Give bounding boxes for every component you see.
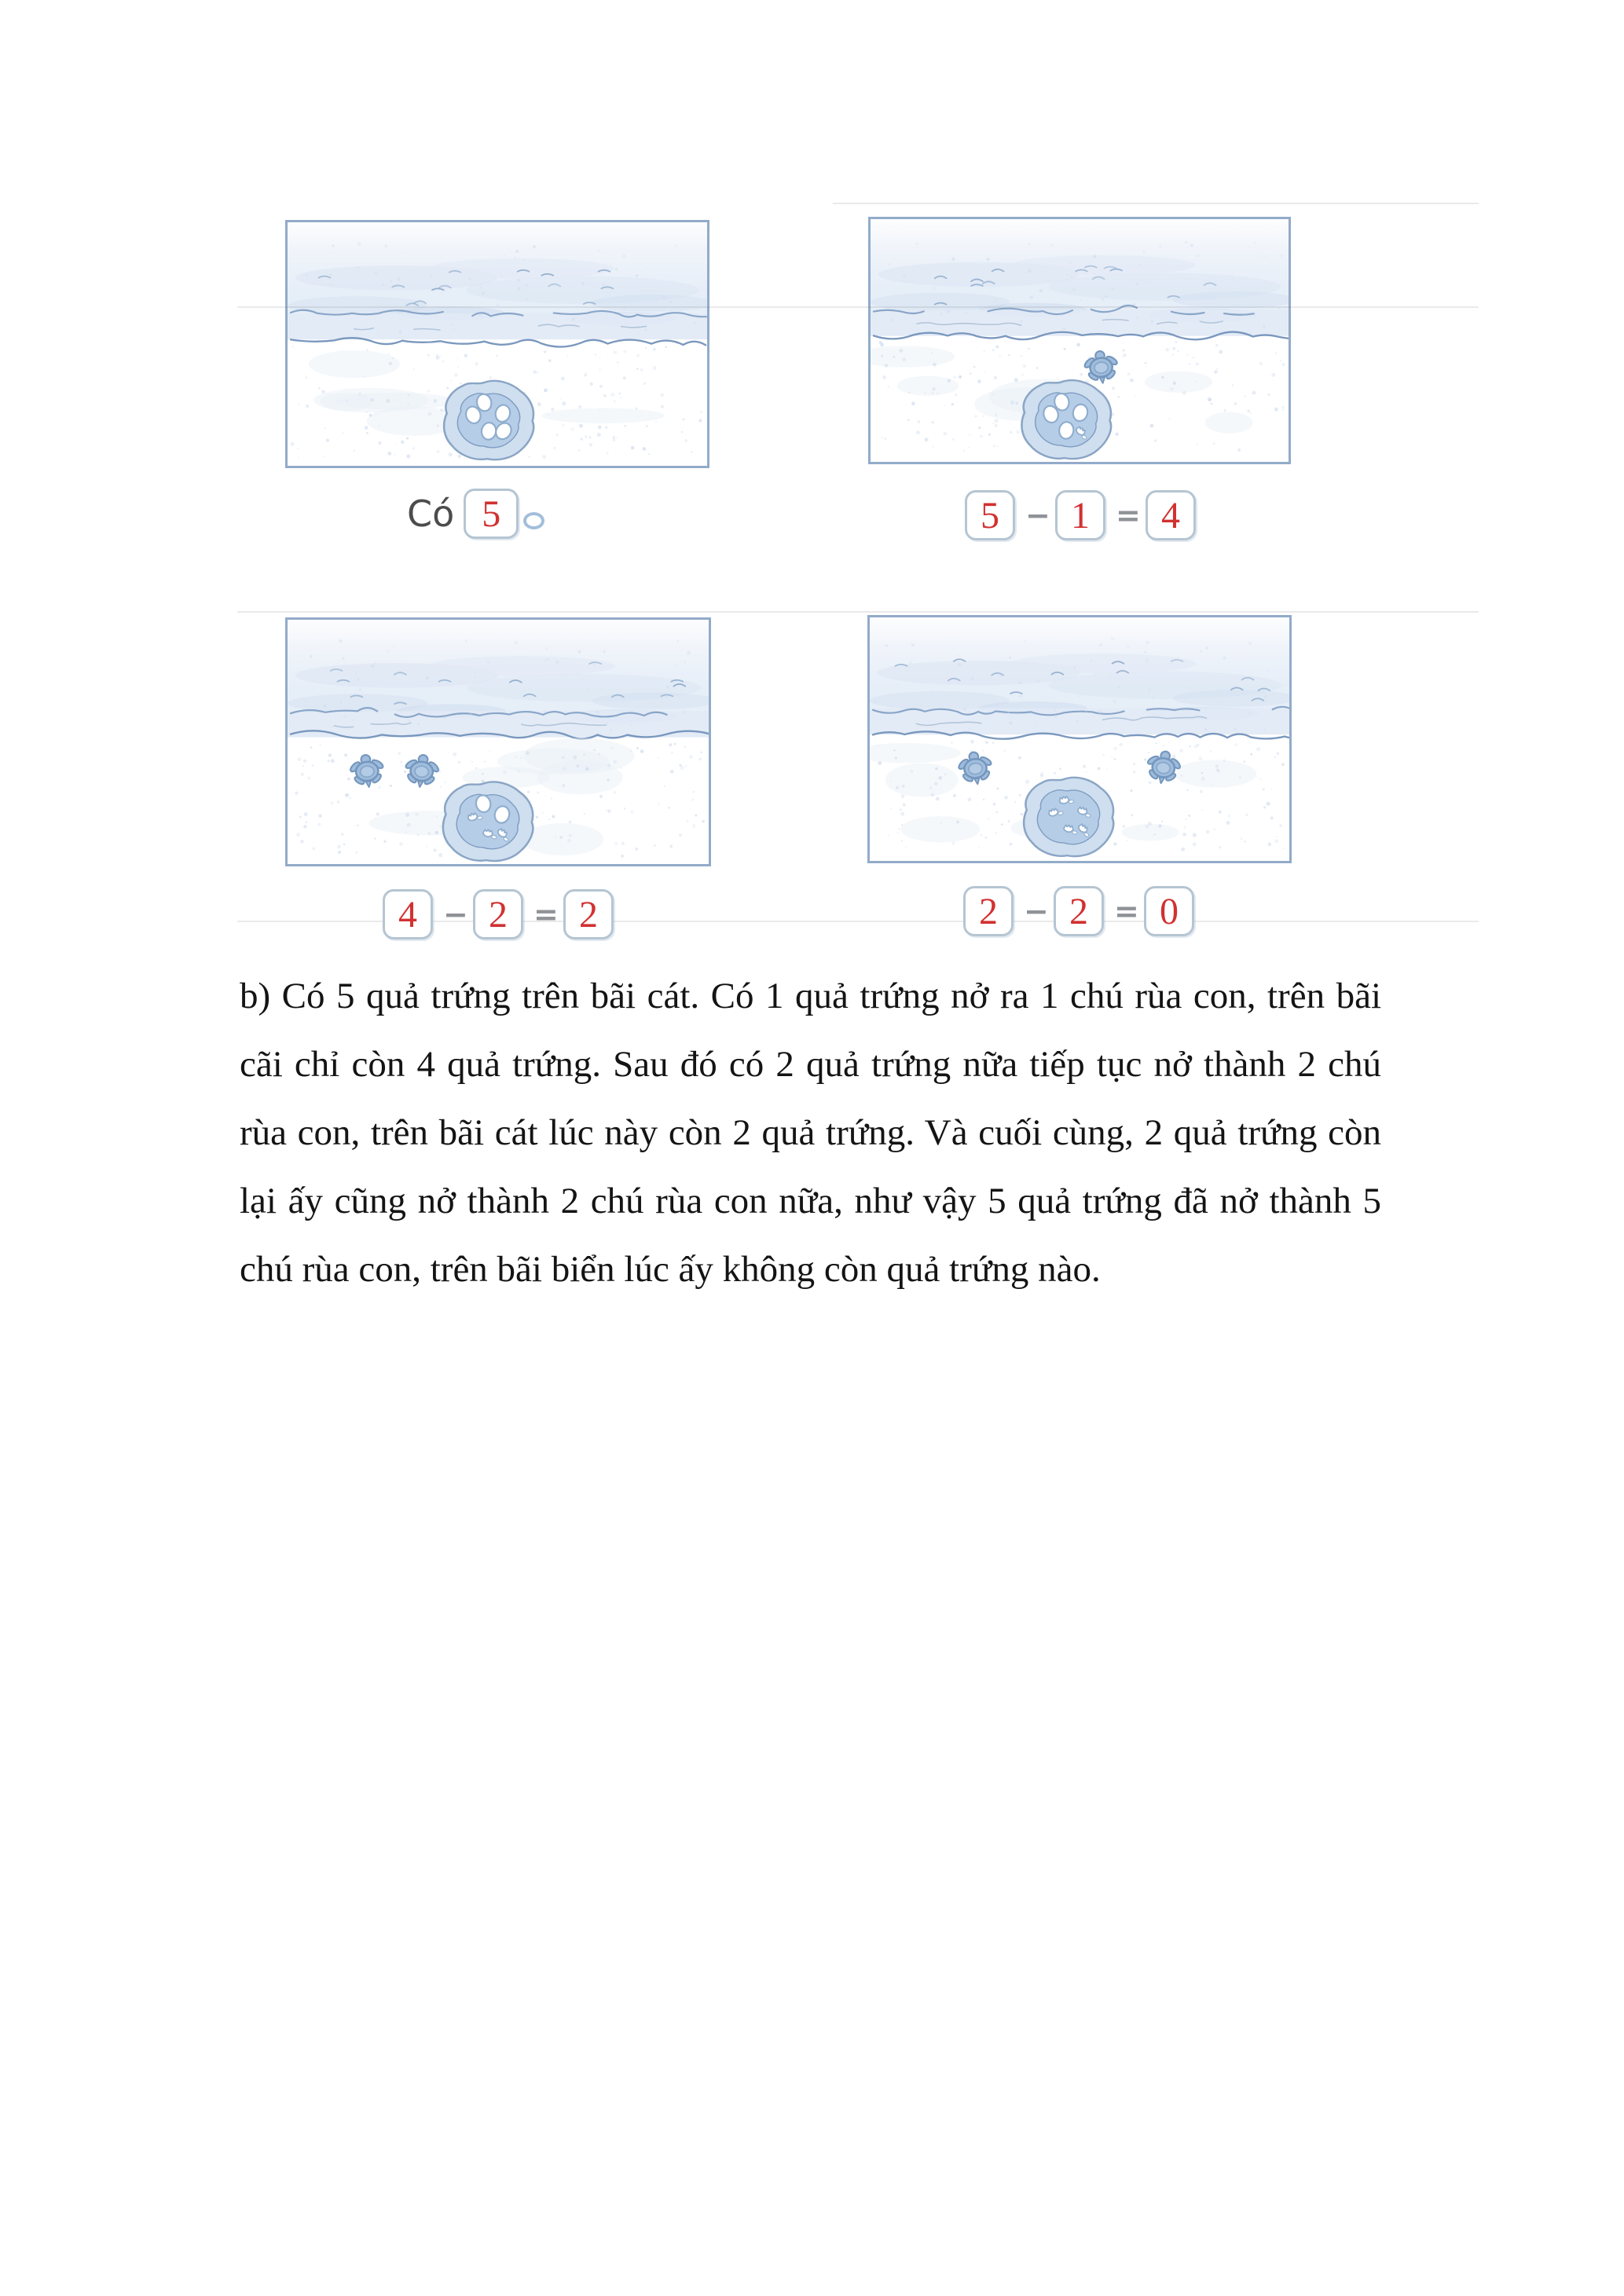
minus-sign: − bbox=[1024, 894, 1049, 928]
baby-turtle bbox=[402, 753, 442, 789]
answer-number: 4 bbox=[398, 893, 417, 936]
answer-number: 2 bbox=[489, 893, 508, 936]
faint-rule-line bbox=[833, 203, 1479, 204]
caption-step-1 bbox=[407, 489, 544, 539]
equals-sign: = bbox=[1114, 894, 1139, 928]
answer-number: 1 bbox=[1071, 494, 1090, 536]
equation-step-3 bbox=[383, 889, 614, 939]
answer-box bbox=[1055, 490, 1105, 540]
answer-box bbox=[473, 889, 523, 939]
answer-number: 5 bbox=[981, 494, 999, 536]
egg-nest bbox=[443, 782, 533, 861]
illustration-panel-3 bbox=[285, 617, 711, 866]
illustration-panel-2 bbox=[868, 217, 1291, 464]
answer-box bbox=[563, 889, 614, 939]
caption-label: Có bbox=[407, 493, 455, 535]
answer-box bbox=[1144, 886, 1194, 936]
answer-box bbox=[464, 489, 519, 539]
egg-nest bbox=[1021, 380, 1111, 459]
illustration-panel-4 bbox=[867, 615, 1292, 863]
answer-box bbox=[383, 889, 433, 939]
faint-rule-line bbox=[237, 306, 1479, 308]
answer-number: 2 bbox=[1069, 890, 1088, 932]
answer-box bbox=[965, 490, 1015, 540]
egg-nest bbox=[1024, 778, 1113, 856]
egg-icon bbox=[523, 512, 544, 529]
baby-turtle bbox=[1143, 749, 1183, 786]
baby-turtle bbox=[1082, 350, 1120, 385]
equals-sign: = bbox=[533, 897, 559, 932]
answer-box bbox=[963, 886, 1014, 936]
answer-number: 5 bbox=[482, 493, 501, 535]
answer-number: 2 bbox=[579, 893, 598, 936]
answer-box bbox=[1146, 490, 1196, 540]
minus-sign: − bbox=[443, 897, 468, 932]
minus-sign: − bbox=[1025, 498, 1050, 533]
baby-turtle bbox=[955, 750, 995, 787]
faint-rule-line bbox=[237, 611, 1479, 613]
equation-step-4 bbox=[963, 886, 1194, 936]
answer-box bbox=[1054, 886, 1104, 936]
answer-number: 4 bbox=[1161, 494, 1180, 536]
baby-turtle bbox=[347, 753, 387, 789]
solution-paragraph: b) Có 5 quả trứng trên bãi cát. Có 1 quả trứng nở ra 1 chú rùa con, trên bãi cãi chỉ còn 4 quả trứng. Sau đó có 2 quả trứng nữa tiếp tục nở thành 2 chú rùa con, trên bãi cát lúc này còn 2 quả trứng. Và cuối cùng, 2 quả trứng còn lại ấy cũng nở thành 2 chú rùa con nữa, như vậy 5 quả trứng đã nở thành 5 chú rùa con, trên bãi biển lúc ấy không còn quả trứng nào. bbox=[240, 976, 1381, 1290]
equation-step-2 bbox=[965, 490, 1196, 540]
equals-sign: = bbox=[1116, 498, 1141, 533]
illustration-panel-1 bbox=[285, 220, 709, 468]
answer-number: 0 bbox=[1160, 890, 1179, 932]
egg-nest bbox=[444, 381, 533, 460]
answer-number: 2 bbox=[979, 890, 998, 932]
